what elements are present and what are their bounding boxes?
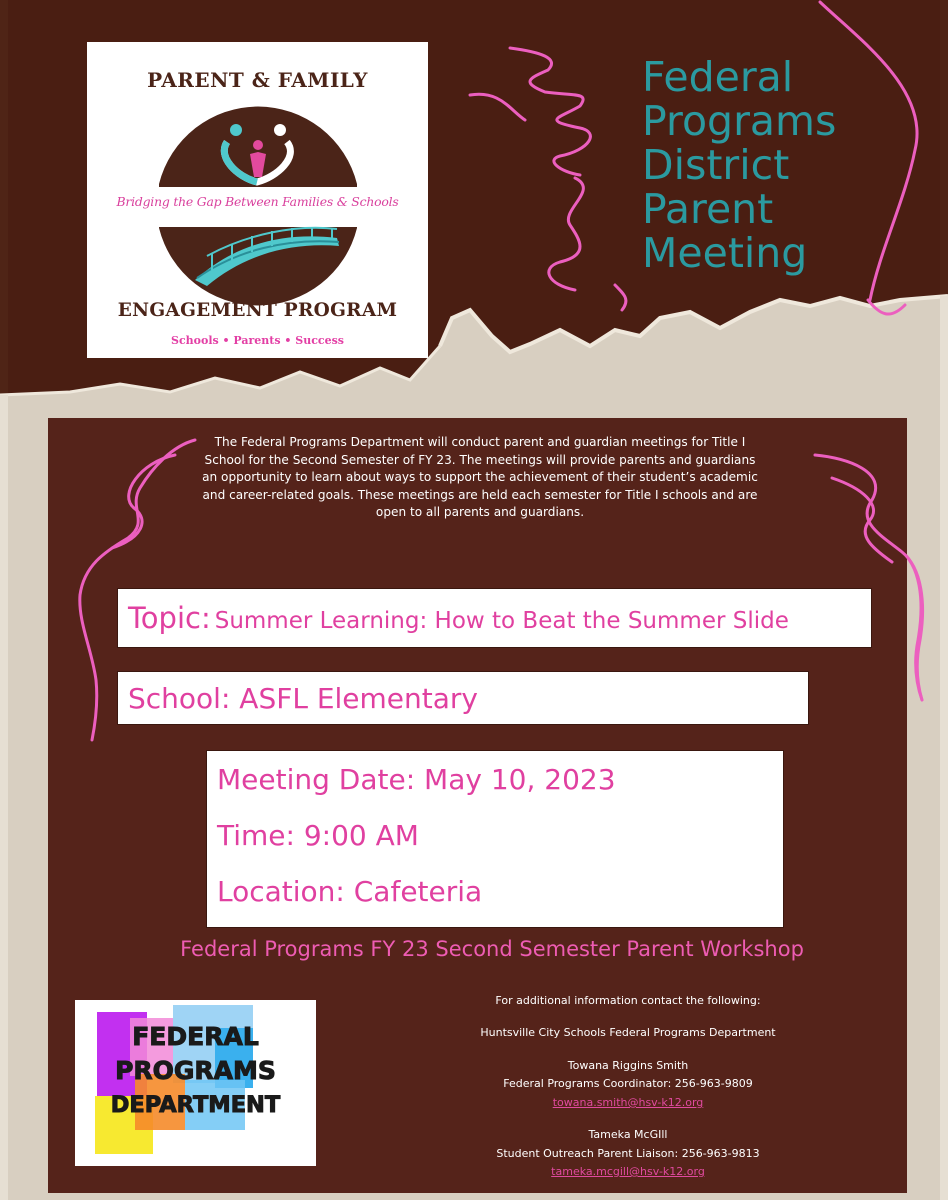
workshop-title: Federal Programs FY 23 Second Semester Parent Workshop [180, 937, 804, 961]
headline-line: Federal [642, 53, 794, 101]
topic-label: Topic: [128, 601, 211, 635]
fp-logo-line: FEDERAL [132, 1022, 259, 1051]
meeting-time: Time: 9:00 AM [217, 819, 419, 852]
school-line: School: ASFL Elementary [128, 682, 478, 715]
headline-line: Parent [642, 185, 774, 233]
pink-scribble-right-2 [832, 478, 892, 562]
federal-programs-logo [75, 1000, 316, 1166]
topic-value: Summer Learning: How to Beat the Summer Slide [214, 608, 789, 634]
contact-title-1: Federal Programs Coordinator: 256-963-9809 [503, 1077, 753, 1090]
fp-logo-text [75, 1020, 316, 1122]
topic-line [128, 601, 789, 635]
contact-title-2: Student Outreach Parent Liaison: 256-963-9813 [496, 1147, 760, 1160]
logo-script-text: Bridging the Gap Between Families & Schools [116, 194, 399, 209]
contact-email-1[interactable]: towana.smith@hsv-k12.org [552, 1096, 704, 1109]
headline-line: District [642, 141, 790, 189]
contact-name-2: Tameka McGIll [588, 1128, 668, 1141]
pink-scribble-left-2 [112, 455, 175, 548]
topic-box [117, 588, 872, 648]
contact-org: Huntsville City Schools Federal Programs Department [480, 1026, 776, 1039]
pink-scribble-right [815, 455, 923, 700]
fp-logo-line: DEPARTMENT [110, 1092, 281, 1118]
contact-heading: For additional information contact the following: [495, 994, 761, 1007]
fp-logo-line: PROGRAMS [115, 1056, 276, 1085]
logo-tagline: Schools • Parents • Success [171, 334, 344, 347]
intro-paragraph: The Federal Programs Department will conduct parent and guardian meetings for Title I School for the Second Semester of FY 23. The meetings will provide parents and guardians an opportunity to learn about ways to support the achievement of their student’s academic and career-related goals. These meetings are held each semester for Title I schools and are open to all parents and guardians. [202, 435, 758, 520]
meeting-details-box [206, 750, 784, 928]
meeting-date: Meeting Date: May 10, 2023 [217, 763, 616, 796]
contact-email-2[interactable]: tameka.mcgill@hsv-k12.org [551, 1165, 705, 1178]
school-box [117, 671, 809, 725]
headline-line: Programs [642, 97, 837, 145]
headline-line: Meeting [642, 229, 808, 277]
contact-name-1: Towana Riggins Smith [567, 1059, 689, 1072]
logo-bottom-text: ENGAGEMENT PROGRAM [117, 300, 398, 321]
logo-top-text: PARENT & FAMILY [147, 68, 368, 92]
meeting-location: Location: Cafeteria [217, 875, 483, 908]
